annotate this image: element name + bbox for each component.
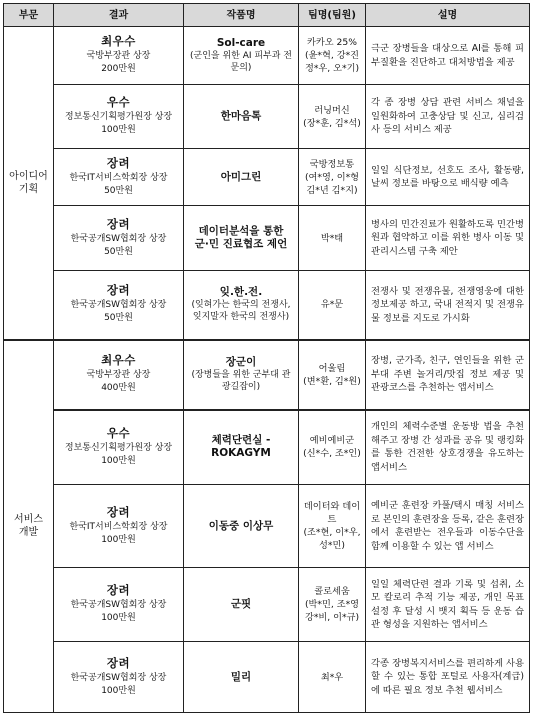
award-org: 정보통신기획평가원장 상장 [64,112,173,122]
prize-amount: 100만원 [101,125,136,135]
result-cell [54,149,184,206]
team-members: 어울림 (변*환, 김*원) [303,362,361,387]
team-cell [299,206,366,271]
table-row [4,410,530,485]
team-members: 콜로세움 (박*민, 조*영 강*비, 이*규) [304,586,360,623]
team-cell [299,27,366,85]
award-org: 한국공개SW협회장 상장 [70,600,167,610]
table-row [4,27,530,85]
header-row [4,4,530,27]
team-cell [299,85,366,149]
result-cell [54,410,184,485]
prize-amount: 100만원 [101,685,136,696]
award-label: 장려 [106,583,131,597]
result-cell [54,340,184,410]
award-label: 장려 [106,155,131,170]
work-cell [184,340,299,410]
work-cell [184,206,299,271]
prize-amount: 400만원 [101,383,136,393]
work-title: 군핏 [230,598,252,610]
description-cell: 일일 체력단련 결과 기록 및 섭취, 소모 칼로리 추적 기능 제공, 개인 목표설정 후 달성 시 뱃지 획득 등 운동 습관 형성을 지원하는 앱서비스 [366,568,530,642]
prize-amount: 50만원 [104,246,133,257]
team-members: 박*태 [320,232,344,244]
section-label: 서비스 개발 [14,514,43,539]
work-title: 장군이 [225,356,257,368]
prize-amount: 200만원 [101,64,136,74]
header-description: 설명 [366,4,530,27]
work-cell [184,27,299,85]
work-cell [184,642,299,713]
work-cell [184,410,299,485]
section-service-dev [4,340,54,713]
header-team: 팀명(팀원) [299,4,366,27]
description-cell: 전쟁사 및 전쟁유물, 전쟁영웅에 대한 정보제공 하고, 국내 전적지 및 전쟁유물 정보를 지도로 가시화 [366,271,530,340]
result-cell [54,568,184,642]
team-members: 데이터와 데이트 (조*현, 이*우, 성*민) [303,501,361,551]
award-org: 국방부장관 상장 [86,370,151,380]
header-category: 부문 [4,4,54,27]
work-title: 데이터분석을 통한 군·민 진료협조 제언 [194,225,288,250]
work-title: 아미그린 [220,170,262,183]
table-row [4,206,530,271]
result-cell [54,206,184,271]
team-cell [299,271,366,340]
description-cell: 각종 장병복지서비스를 편리하게 사용할 수 있는 통합 포털로 사용자(계급)에 따른 필요 정보 추천 웹서비스 [366,642,530,713]
section-label: 아이디어 기획 [9,170,48,195]
result-cell [54,642,184,713]
table-row [4,642,530,713]
award-org: 한국공개SW협회장 상장 [70,300,167,311]
description-cell: 각 종 장병 상담 관련 서비스 채널을 일원화하여 고충상담 및 신고, 심리검사 등의 서비스 제공 [366,85,530,149]
description-cell: 장병, 군가족, 친구, 연인들을 위한 군부대 주변 놀거리/맛집 정보 제공 및 관광코스를 추천하는 앱서비스 [366,340,530,410]
work-subtitle: (잊혀가는 한국의 전쟁사, 잊지말자 한국의 전쟁사) [191,300,291,323]
prize-amount: 100만원 [101,534,136,545]
results-table [3,3,530,713]
work-title: 체력단련실 - ROKAGYM [211,434,271,460]
award-label: 장려 [106,283,131,298]
team-cell [299,410,366,485]
team-members: 러닝머신 (장*훈, 김*석) [303,104,361,129]
prize-amount: 50만원 [104,185,133,196]
award-label: 장려 [106,655,131,670]
section-idea-planning [4,27,54,340]
award-label: 우수 [106,95,131,109]
description-cell: 일일 식단정보, 선호도 조사, 활동량, 날씨 정보를 바탕으로 배식량 예측 [366,149,530,206]
award-org: 한국IT서비스학회장 상장 [69,521,168,532]
table-row [4,485,530,568]
table-row [4,149,530,206]
team-cell [299,149,366,206]
work-title: 잊.한.전. [219,286,263,299]
award-label: 최우수 [101,353,136,367]
work-subtitle: (장병들을 위한 군부대 관광길잡이) [191,370,291,392]
work-subtitle: (군인을 위한 AI 피부과 전문의) [189,51,292,73]
table-row [4,85,530,149]
work-title: 한마음톡 [220,110,262,122]
result-cell [54,271,184,340]
table-row [4,340,530,410]
team-cell [299,568,366,642]
team-members: 예비예비군 (신*수, 조*인) [303,435,361,460]
team-cell [299,485,366,568]
work-title: 밀리 [230,670,252,683]
prize-amount: 50만원 [104,313,133,324]
description-cell: 극군 장병들을 대상으로 AI를 통해 피부질환을 진단하고 대처방법을 제공 [366,27,530,85]
prize-amount: 100만원 [101,455,136,466]
description-cell: 병사의 민간진료가 원활하도록 민간병원과 협약하고 이를 위한 병사 이동 및 관리시스템 구축 제안 [366,206,530,271]
award-label: 우수 [106,425,131,440]
team-cell [299,340,366,410]
work-cell [184,149,299,206]
prize-amount: 100만원 [101,613,136,623]
team-cell [299,642,366,713]
award-org: 한국공개SW협회장 상장 [70,672,167,683]
table-row [4,271,530,340]
work-cell [184,568,299,642]
team-members: 최*우 [320,671,344,683]
work-cell [184,271,299,340]
header-result: 결과 [54,4,184,27]
header-work-title: 작품명 [184,4,299,27]
description-cell: 예비군 훈련장 카풀/택시 매칭 서비스로 본인의 훈련장을 등록, 같은 훈련장에서 훈련받는 전우들과 이동수단을 함께 이용할 수 있는 앱 서비스 [366,485,530,568]
team-members: 국방정보통 (여*영, 이*형 김*년 김*지) [304,158,360,196]
result-cell [54,485,184,568]
work-title: 이동중 이상무 [208,519,274,532]
result-cell [54,85,184,149]
work-title: Sol-care [216,37,266,49]
team-members: 카카오 25% (윤*혁, 강*진 정*우, 오*기) [304,37,360,74]
work-cell [184,485,299,568]
team-members: 유*문 [320,299,344,311]
award-org: 한국IT서비스학회장 상장 [69,172,168,183]
work-cell [184,85,299,149]
award-org: 한국공개SW협회장 상장 [70,233,167,244]
award-label: 장려 [106,504,131,519]
award-label: 최우수 [101,34,136,48]
award-label: 장려 [106,216,131,231]
description-cell: 개인의 체력수준별 운동방 법을 추천해주고 장병 간 성과를 공유 및 랭킹화를 통한 건전한 상호경쟁을 유도하는 앱서비스 [366,410,530,485]
result-cell [54,27,184,85]
table-row [4,568,530,642]
award-org: 국방부장관 상장 [86,51,151,61]
award-org: 정보통신기획평가원장 상장 [64,442,173,453]
